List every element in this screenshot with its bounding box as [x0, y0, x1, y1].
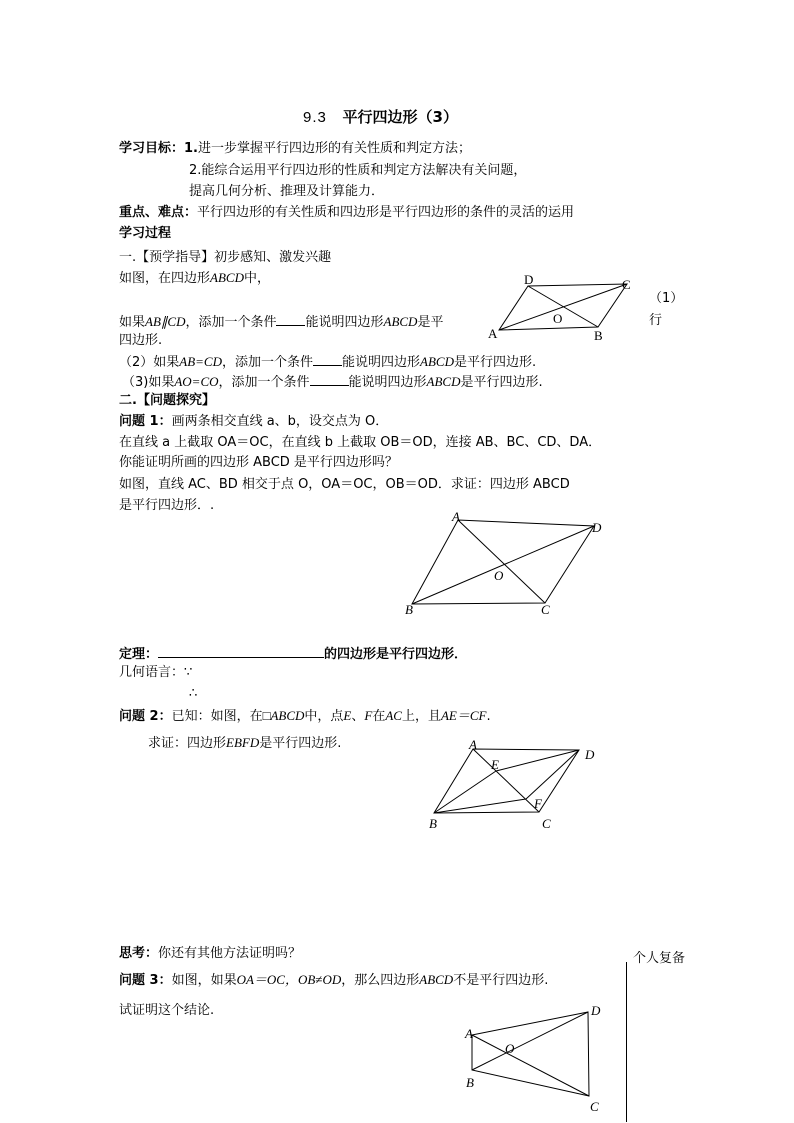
p2-prove-var: EBFD: [226, 735, 260, 750]
fig2-diagonal-ac: [458, 520, 545, 603]
problem1-line1: [119, 414, 388, 430]
fig4-label-d: D: [591, 1003, 601, 1018]
side-note: 个人复备: [633, 951, 686, 966]
q1-blank[interactable]: [276, 313, 305, 326]
q2-c: 能说明四边形: [342, 355, 421, 370]
q2-var2: ABCD: [420, 354, 454, 369]
fig3-diagonal-ac: [473, 749, 539, 812]
q3-c: 能说明四边形: [348, 375, 427, 390]
title-number: 9.3: [303, 109, 327, 126]
fig2-label-c: C: [541, 602, 550, 617]
intro-var: ABCD: [210, 270, 244, 285]
fig1-label-d: D: [524, 272, 534, 287]
q2-var1: AB=CD: [179, 354, 222, 369]
q3-var2: ABCD: [426, 374, 461, 389]
p2-prove-a: 求证：四边形: [148, 736, 227, 751]
process-heading: 学习过程: [119, 226, 172, 241]
page-title: [303, 108, 458, 127]
problem3-line1: [119, 972, 548, 989]
think-line: [119, 946, 301, 962]
section1-intro: [119, 270, 270, 287]
q3-a: （3)如果: [122, 375, 175, 390]
fig1-label-o: O: [553, 311, 563, 326]
objective-2: 2.能综合运用平行四边形的性质和判定方法解决有关问题，: [189, 163, 527, 178]
p2-var2: E: [343, 708, 352, 723]
fig2-quad: [412, 520, 594, 604]
keypoints-text: 平行四边形的有关性质和四边形是平行四边形的条件的灵活的运用: [197, 205, 575, 220]
fig3-line-be: [434, 771, 496, 813]
keypoints-line: [119, 205, 574, 221]
keypoints-label: 重点、难点：: [119, 205, 198, 220]
q3-var1: AO=CO: [174, 374, 219, 389]
q1-number: （1）: [649, 291, 684, 306]
fig1-diagonal-bd: [528, 286, 598, 327]
problem1-label: 问题 1：: [119, 414, 172, 429]
fig4-label-a: A: [465, 1026, 473, 1041]
fig1-label-c: C: [622, 277, 631, 292]
problem1-text1: 画两条相交直线 a、b，设交点为 O．: [171, 414, 389, 429]
q3-b: ，添加一个条件: [218, 375, 310, 390]
fig3-line-bf: [434, 799, 526, 813]
fig3-label-c: C: [542, 816, 551, 831]
q3-d: 是平行四边形.: [460, 375, 543, 390]
fig3-label-f: F: [534, 796, 542, 811]
p2-var4: AC: [385, 708, 402, 723]
think-text: 你还有其他方法证明吗？: [158, 946, 302, 961]
section1-heading: 一.【预学指导】初步感知、激发兴趣: [119, 250, 332, 265]
q3-blank[interactable]: [310, 373, 349, 386]
fig2-label-o: O: [494, 568, 504, 583]
objectives-label: 学习目标：: [119, 141, 185, 156]
fig4-label-o: O: [505, 1041, 515, 1056]
p2-prove-b: 是平行四边形.: [259, 736, 342, 751]
q1-var2: ABCD: [383, 314, 418, 329]
q1-c: 能说明四边形: [305, 315, 384, 330]
p2-var5: AE＝CF: [440, 708, 487, 723]
p2-f: .: [486, 709, 491, 724]
geo-language: 几何语言：∵: [119, 665, 193, 680]
p2-e: 上，且: [401, 709, 441, 724]
q1-line: [119, 313, 443, 331]
q2-b: ，添加一个条件: [222, 355, 314, 370]
fig1-label-a: A: [488, 326, 498, 341]
p2-var3: F: [364, 708, 373, 723]
q1-f: 四边形.: [119, 333, 163, 348]
p2-b: 中，点: [304, 709, 344, 724]
title-text: 平行四边形（3）: [342, 108, 458, 126]
fig3-label-a: A: [469, 738, 477, 752]
figure-4: [460, 1000, 620, 1115]
p3-var2: ABCD: [419, 972, 454, 987]
q1-e: 行: [649, 313, 663, 328]
problem1-line2: 在直线 a 上截取 OA＝OC，在直线 b 上截取 OB＝OD，连接 AB、BC、CD、DA．: [119, 435, 602, 450]
objectives-line1: [119, 141, 471, 157]
fig1-label-b: B: [594, 328, 603, 342]
fig4-diagonal-ac: [472, 1035, 589, 1096]
p2-d: 在: [372, 709, 386, 724]
fig4-quad: [472, 1012, 589, 1096]
theorem-label: 定理：: [119, 647, 159, 662]
figure-3: [425, 738, 625, 833]
p3-var: OA＝OC，OB≠OD: [236, 972, 342, 987]
p2-a: 已知：如图，在: [171, 709, 263, 724]
fig3-label-e: E: [491, 757, 499, 772]
q2-blank[interactable]: [313, 353, 342, 366]
intro-text: 如图，在四边形: [119, 271, 211, 286]
q1-d: 是平: [417, 315, 444, 330]
fig4-label-b: B: [466, 1075, 474, 1090]
theorem-blank[interactable]: [158, 645, 324, 658]
problem2-label: 问题 2：: [119, 709, 172, 724]
fig3-line-ed: [496, 750, 579, 771]
fig3-label-d: D: [585, 747, 595, 762]
p3-b: ，那么四边形: [341, 973, 420, 988]
q2-d: 是平行四边形.: [453, 355, 537, 370]
q2-line: [119, 353, 536, 371]
intro-end: 中，: [243, 271, 270, 286]
problem1-line3: 你能证明所画的四边形 ABCD 是平行四边形吗？: [119, 455, 398, 470]
fig4-diagonal-bd: [472, 1012, 588, 1070]
fig2-diagonal-bd: [412, 526, 594, 604]
q1-a: 如果: [119, 315, 146, 330]
fig3-label-b: B: [429, 816, 437, 831]
p3-a: 如图，如果: [171, 973, 237, 988]
figure-1: [486, 272, 646, 342]
therefore-symbol: ∴: [189, 686, 198, 701]
think-label: 思考：: [119, 946, 159, 961]
q1-var1: AB∥CD: [145, 314, 186, 329]
fig2-label-d: D: [592, 520, 602, 535]
q3-line: [122, 373, 543, 391]
p3-c: 不是平行四边形.: [453, 973, 549, 988]
fig2-label-b: B: [405, 602, 413, 617]
figure-2: [400, 508, 610, 618]
objective-1-num: 1.: [184, 141, 198, 156]
problem2-line1: [119, 708, 491, 725]
p2-c: 、: [351, 709, 365, 724]
problem1-line4: 如图，直线 AC、BD 相交于点 O，OA＝OC，OB＝OD．求证：四边形 ABCD: [119, 477, 570, 492]
problem2-line2: [148, 735, 341, 752]
fig2-label-a: A: [452, 509, 460, 524]
theorem-line: [119, 645, 467, 663]
p2-var1: □ABCD: [262, 708, 305, 723]
side-divider: [626, 962, 627, 1122]
q2-a: （2）如果: [119, 355, 180, 370]
problem1-line5: 是平行四边形．.: [119, 498, 215, 513]
theorem-text: 的四边形是平行四边形．: [324, 647, 468, 662]
fig4-label-c: C: [590, 1099, 599, 1114]
objective-3: 提高几何分析、推理及计算能力．: [189, 184, 385, 199]
q1-b: ，添加一个条件: [185, 315, 277, 330]
objective-1: 进一步掌握平行四边形的有关性质和判定方法；: [198, 141, 472, 156]
section2-heading: 二.【问题探究】: [119, 393, 215, 408]
problem3-label: 问题 3：: [119, 973, 172, 988]
problem3-line2: 试证明这个结论.: [119, 1003, 215, 1018]
